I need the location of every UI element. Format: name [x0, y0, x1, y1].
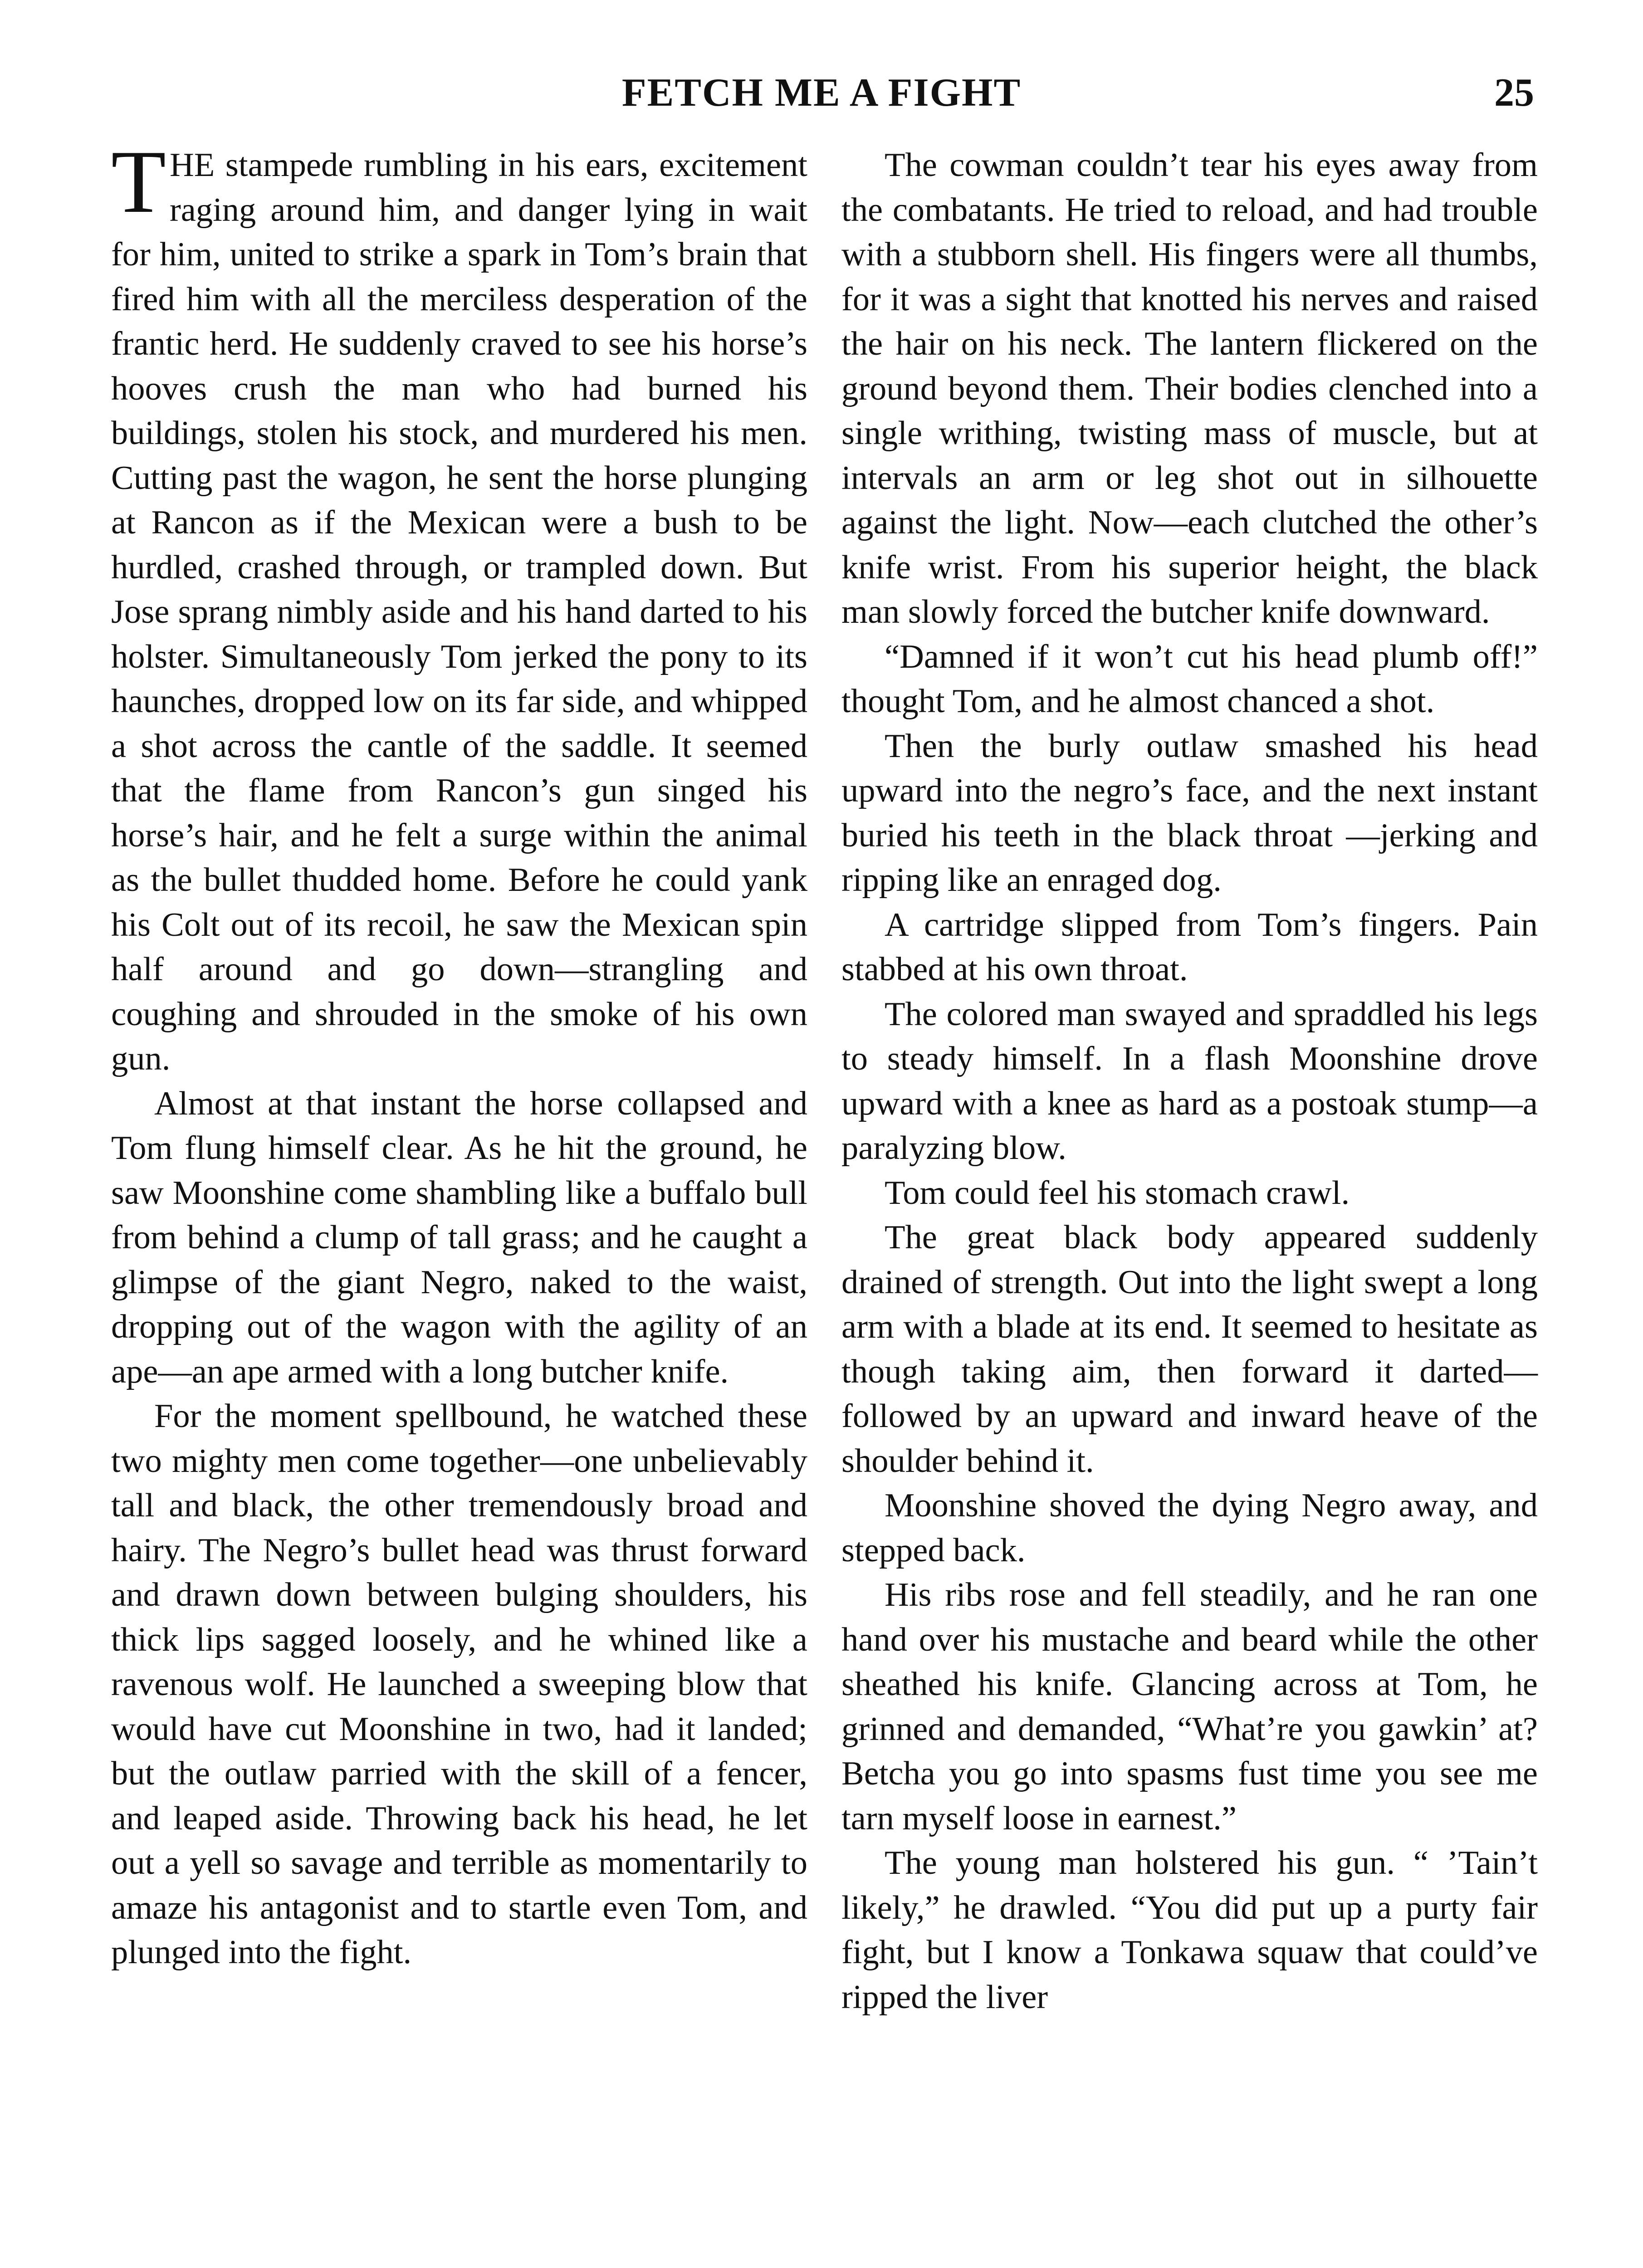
right-column	[841, 143, 1538, 2019]
drop-cap: T	[111, 132, 166, 231]
paragraph: A cartridge slipped from Tom’s fingers. Pain stabbed at his own throat.	[841, 906, 1538, 988]
paragraph: Then the burly outlaw smashed his head upward into the negro’s face, and the next instant buried his teeth in the black throat —jerking and ripping like an enraged dog.	[841, 727, 1538, 899]
left-column	[111, 132, 807, 1975]
paragraph	[111, 132, 807, 1081]
paragraph: The great black body appeared suddenly drained of strength. Out into the light swept a long arm with a blade at its end. It seemed to hesitate as though taking aim, then forward it darted—followed by an upward and inward heave of the shoulder behind it.	[841, 1219, 1538, 1480]
paragraph: The colored man swayed and spraddled his legs to steady himself. In a flash Moonshine drove upward with a knee as hard as a postoak stump—a paralyzing blow.	[841, 995, 1538, 1167]
paragraph: Tom could feel his stomach crawl.	[885, 1174, 1350, 1212]
story-title: FETCH ME A FIGHT	[621, 71, 1022, 115]
paragraph: “Damned if it won’t cut his head plumb off!” thought Tom, and he almost chanced a shot.	[841, 638, 1538, 720]
paragraph: The young man holstered his gun. “ ’Tain’t likely,” he drawled. “You did put up a purty fair fight, but I know a Tonkawa squaw that could’ve ripped the liver	[841, 1844, 1538, 2016]
paragraph: For the moment spellbound, he watched these two mighty men come together—one unbelievably tall and black, the other tremendously broad and hairy. The Negro’s bullet head was thrust forward and drawn down between bulging shoulders, his thick lips sagged loosely, and he whined like a ravenous wolf. He launched a sweeping blow that would have cut Moonshine in two, had it landed; but the outlaw parried with the skill of a fencer, and leaped aside. Throwing back his head, he let out a yell so savage and terrible as momentarily to amaze his antagonist and to startle even Tom, and plunged into the fight.	[111, 1398, 807, 1971]
page-number: 25	[1494, 71, 1534, 115]
paragraph: Moonshine shoved the dying Negro away, and stepped back.	[841, 1487, 1538, 1569]
paragraph-text: HE stampede rumbling in his ears, excitement raging around him, and danger lying in wait for him, united to strike a spark in Tom’s brain that fired him with all the merciless desperation of the frantic herd. He suddenly craved to see his horse’s hooves crush the man who had burned his buildings, stolen his stock, and murdered his men. Cutting past the wagon, he sent the horse plunging at Rancon as if the Mexican were a bush to be hurdled, crashed through, or trampled down. But Jose sprang nimbly aside and his hand darted to his holster. Simultaneously Tom jerked the pony to its haunches, dropped low on its far side, and whipped a shot across the cantle of the saddle. It seemed that the flame from Rancon’s gun singed his horse’s hair, and he felt a surge within the animal as the bullet thudded home. Before he could yank his Colt out of its recoil, he saw the Mexican spin half around and go down—strangling and coughing and shrouded in the smoke of his own gun.	[111, 147, 807, 1077]
running-head	[0, 68, 1643, 118]
paragraph: The cowman couldn’t tear his eyes away from the combatants. He tried to reload, and had trouble with a stubborn shell. His fingers were all thumbs, for it was a sight that knotted his nerves and raised the hair on his neck. The lantern flickered on the ground beyond them. Their bodies clenched into a single writhing, twisting mass of muscle, but at intervals an arm or leg shot out in silhouette against the light. Now—each clutched the other’s knife wrist. From his superior height, the black man slowly forced the butcher knife downward.	[841, 147, 1538, 631]
paragraph: Almost at that instant the horse collapsed and Tom flung himself clear. As he hit the ground, he saw Moonshine come shambling like a buffalo bull from behind a clump of tall grass; and he caught a glimpse of the giant Negro, naked to the waist, dropping out of the wagon with the agility of an ape—an ape armed with a long butcher knife.	[111, 1085, 807, 1390]
paragraph: His ribs rose and fell steadily, and he ran one hand over his mustache and beard while the other sheathed his knife. Glancing across at Tom, he grinned and demanded, “What’re you gawkin’ at? Betcha you go into spasms fust time you see me tarn myself loose in earnest.”	[841, 1576, 1538, 1837]
